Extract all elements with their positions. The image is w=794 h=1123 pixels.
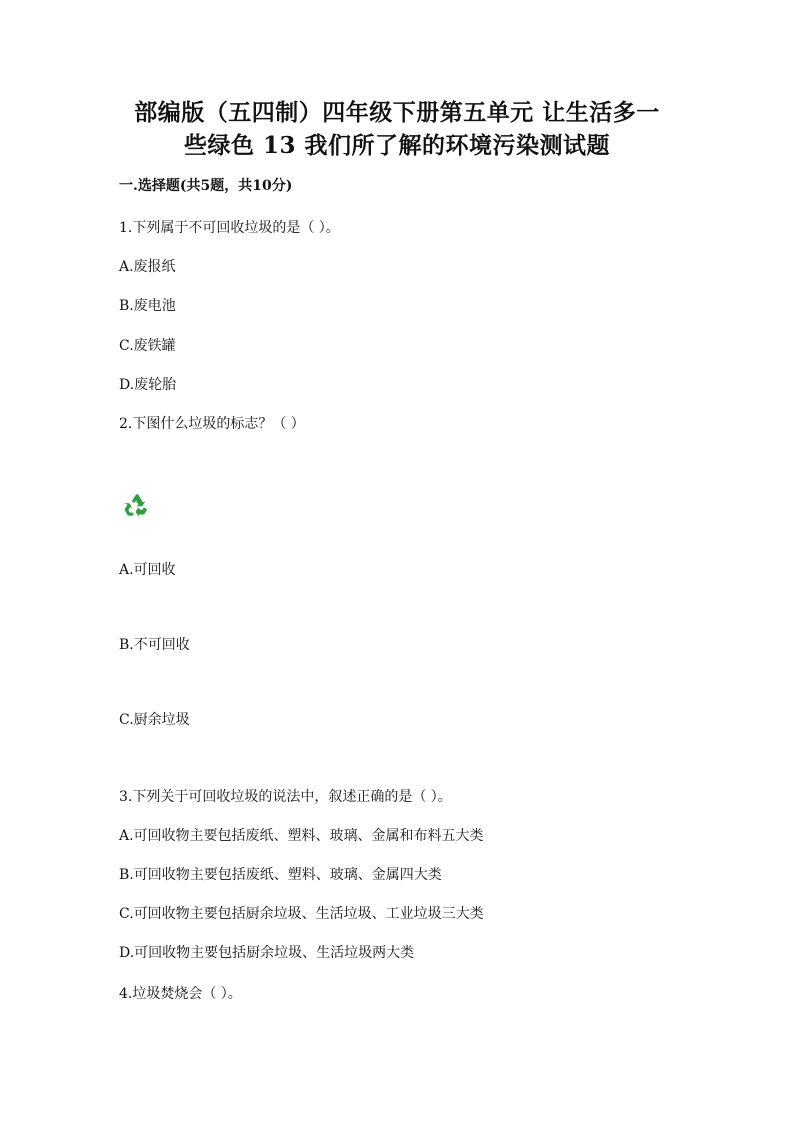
document-title-line-1: 部编版（五四制）四年级下册第五单元 让生活多一 — [134, 99, 660, 126]
question-2-option-b: B.不可回收 — [119, 637, 190, 653]
question-3-option-a: A.可回收物主要包括废纸、塑料、玻璃、金属和布料五大类 — [119, 828, 484, 844]
document-title-line-2: 些绿色 13 我们所了解的环境污染测试题 — [183, 132, 611, 159]
question-1-option-c: C.废铁罐 — [119, 338, 176, 354]
question-3-option-d: D.可回收物主要包括厨余垃圾、生活垃圾两大类 — [119, 945, 415, 961]
question-2-stem: 2.下图什么垃圾的标志？（ ） — [119, 416, 305, 432]
question-1-option-b: B.废电池 — [119, 298, 176, 314]
question-3-option-c: C.可回收物主要包括厨余垃圾、生活垃圾、工业垃圾三大类 — [119, 906, 484, 922]
question-1-stem: 1.下列属于不可回收垃圾的是（ ）。 — [119, 220, 340, 236]
question-1-option-d: D.废轮胎 — [119, 377, 177, 393]
question-1-option-a: A.废报纸 — [119, 259, 176, 275]
question-3-option-b: B.可回收物主要包括废纸、塑料、玻璃、金属四大类 — [119, 867, 442, 883]
section-heading: 一.选择题(共5题，共10分) — [119, 178, 293, 194]
question-2-option-c: C.厨余垃圾 — [119, 712, 190, 728]
question-3-stem: 3.下列关于可回收垃圾的说法中，叙述正确的是（ ）。 — [119, 789, 452, 805]
recycle-icon — [123, 492, 149, 518]
question-2-option-a: A.可回收 — [119, 562, 176, 578]
question-4-stem: 4.垃圾焚烧会（ ）。 — [119, 986, 242, 1002]
